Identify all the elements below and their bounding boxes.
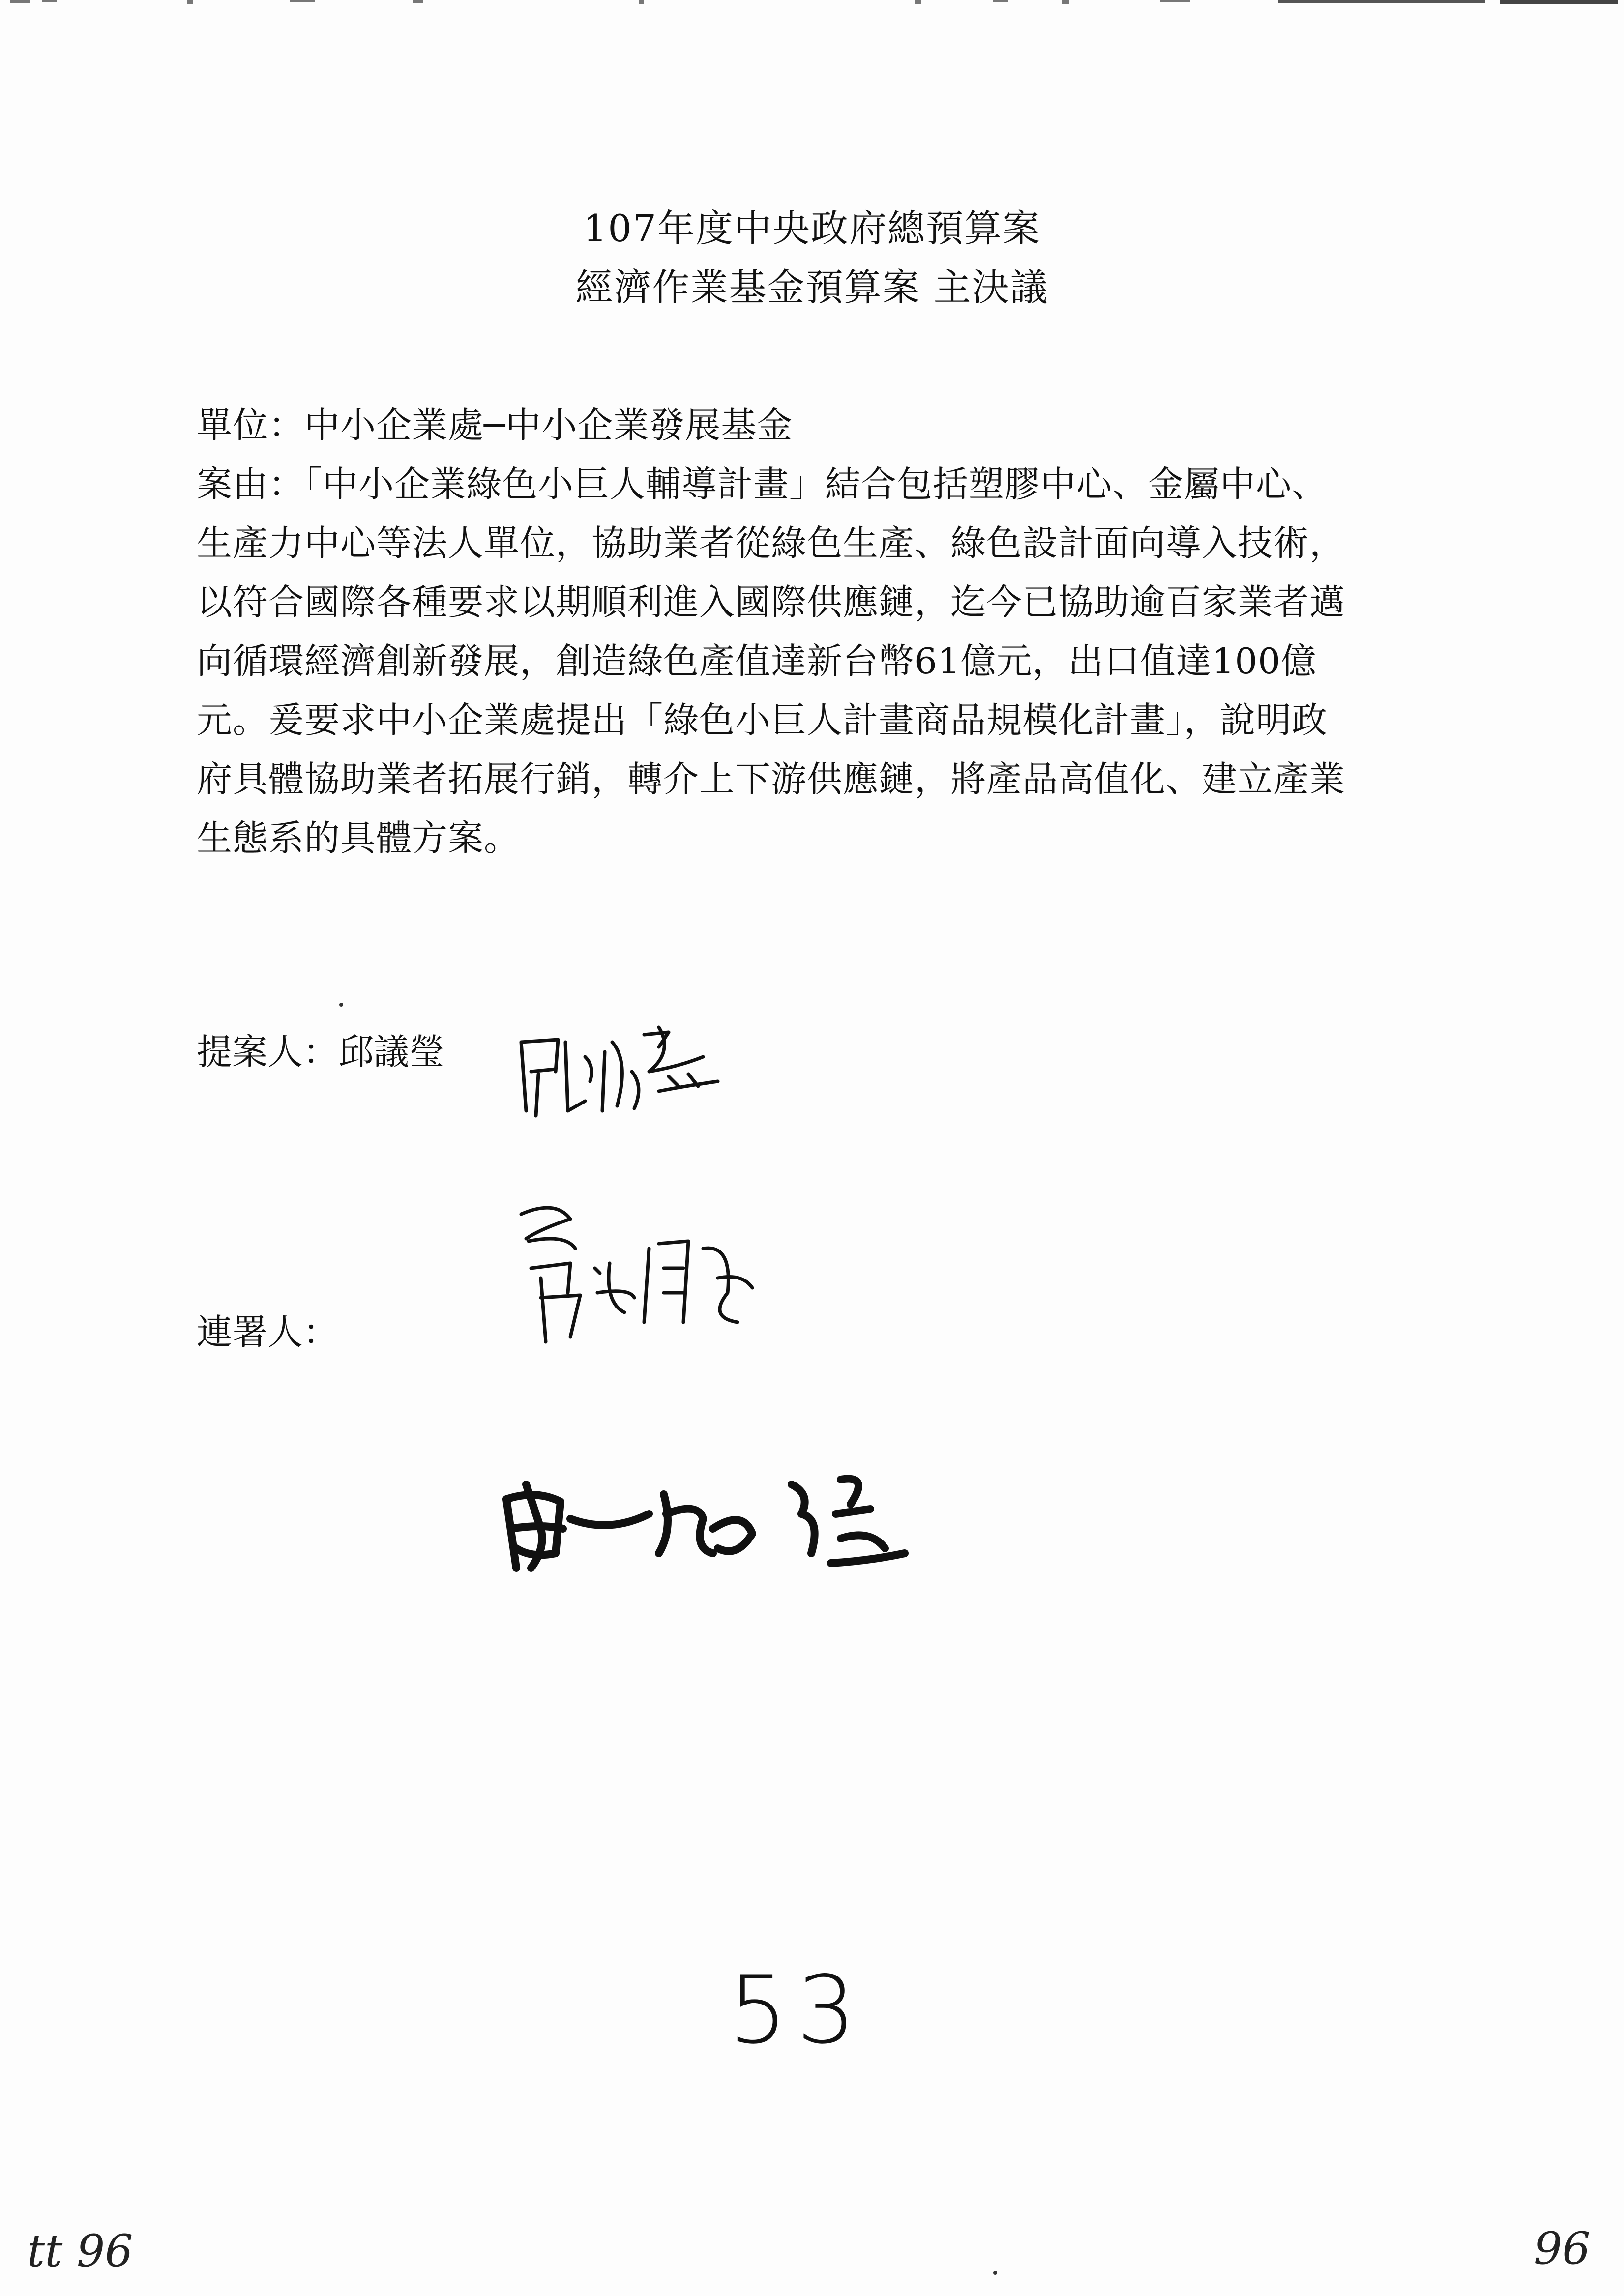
body-line: 生態系的具體方案。 [197, 817, 520, 859]
scan-speck [339, 1003, 343, 1007]
proposer-label: 提案人：邱議瑩 [197, 1031, 445, 1073]
body-line: 案由：「中小企業綠色小巨人輔導計畫」結合包括塑膠中心、金屬中心、 [197, 464, 1328, 505]
cosigner-signature-1 [511, 1194, 767, 1362]
document-title-line-1: 107年度中央政府總預算案 [583, 206, 1041, 250]
page-number: 53 [728, 1956, 865, 2064]
proposer-signature [511, 1013, 728, 1131]
body-line: 元。爰要求中小企業處提出「綠色小巨人計畫商品規模化計畫」，說明政 [197, 699, 1328, 741]
body-line: 生產力中心等法人單位，協助業者從綠色生產、綠色設計面向導入技術， [197, 523, 1346, 564]
cosigner-label: 連署人： [197, 1311, 339, 1353]
body-line: 府具體協助業者拓展行銷，轉介上下游供應鏈，將產品高值化、建立產業 [197, 758, 1346, 800]
cosigner-signature-2 [497, 1455, 929, 1583]
handwritten-page-note-right: 96 [1534, 2223, 1591, 2274]
body-line: 向循環經濟創新發展，創造綠色產值達新台幣61億元，出口值達100億 [197, 640, 1317, 682]
body-line: 以符合國際各種要求以期順利進入國際供應鏈，迄今已協助逾百家業者邁 [197, 581, 1346, 623]
scan-artifact-top [0, 0, 1624, 9]
resolution-body [197, 396, 1436, 868]
unit-line: 單位：中小企業處─中小企業發展基金 [197, 405, 793, 446]
scan-speck [993, 2271, 997, 2275]
handwritten-page-note-left: tt 96 [27, 2225, 133, 2277]
document-title-line-2: 經濟作業基金預算案 主決議 [575, 265, 1049, 309]
